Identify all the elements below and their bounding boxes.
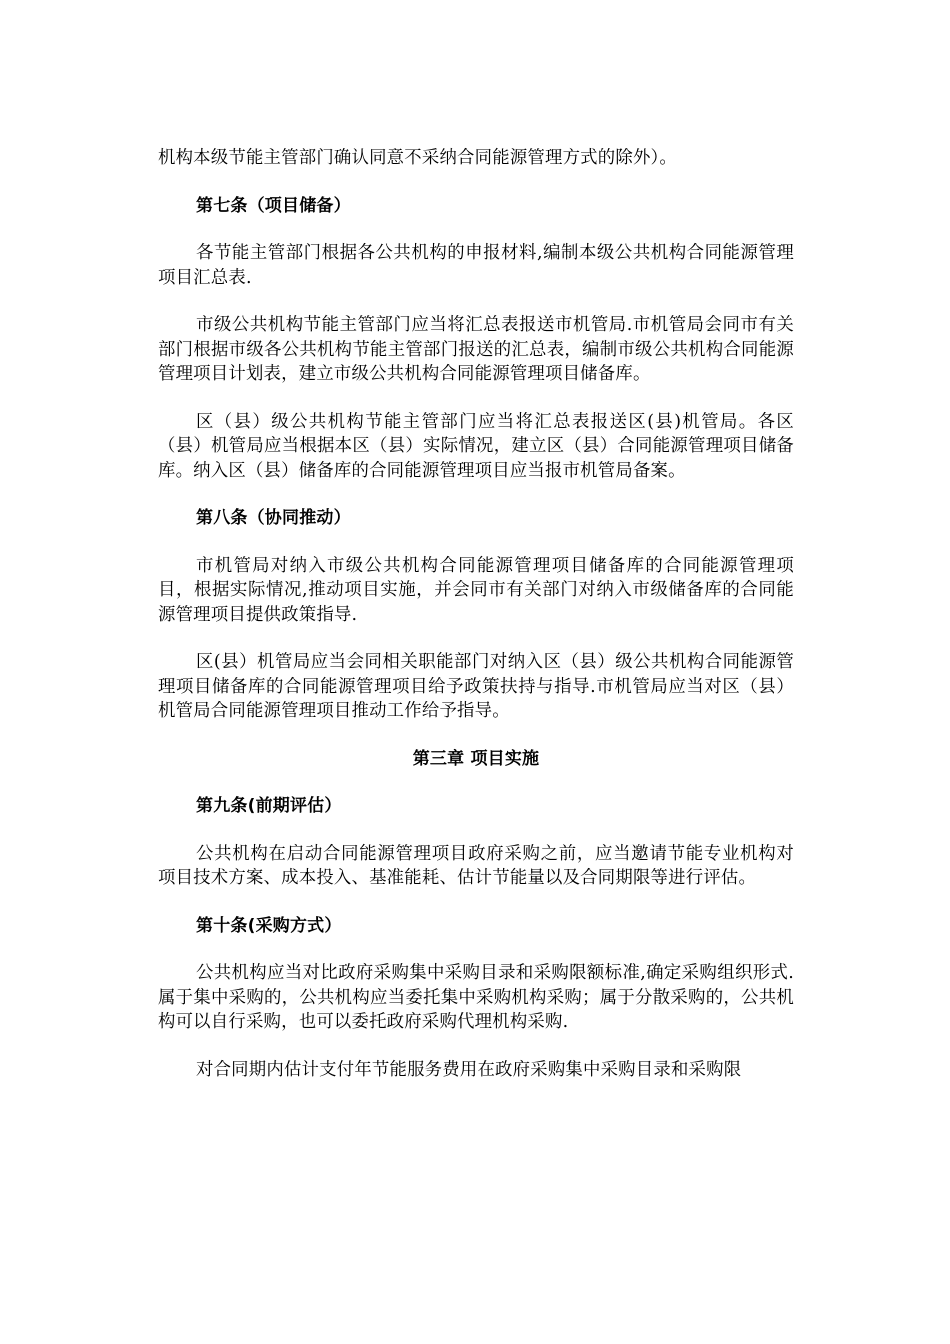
document-page <box>158 146 794 1082</box>
article-10-heading: 第十条(采购方式） <box>196 915 342 936</box>
article-9-heading: 第九条(前期评估） <box>196 796 342 816</box>
article-7-heading: 第七条（项目储备） <box>196 195 351 216</box>
article-10-paragraph-1: 公共机构应当对比政府采购集中采购目录和采购限额标准,确定采购组织形式.属于集中采购的，公共机构应当委托集中采购机构采购；属于分散采购的，公共机构可以自行采购，也可以委托政府采购代理机构采购. <box>158 963 794 1032</box>
article-9-paragraph-1: 公共机构在启动合同能源管理项目政府采购之前，应当邀请节能专业机构对项目技术方案、成本投入、基准能耗、估计节能量以及合同期限等进行评估。 <box>158 843 794 888</box>
article-7-paragraph-1: 各节能主管部门根据各公共机构的申报材料,编制本级公共机构合同能源管理项目汇总表. <box>158 243 794 288</box>
article-8-paragraph-1: 市机管局对纳入市级公共机构合同能源管理项目储备库的合同能源管理项目，根据实际情况,推动项目实施，并会同市有关部门对纳入市级储备库的合同能源管理项目提供政策指导. <box>158 555 794 625</box>
article-7-paragraph-2: 市级公共机构节能主管部门应当将汇总表报送市机管局.市机管局会同市有关部门根据市级各公共机构节能主管部门报送的汇总表，编制市级公共机构合同能源管理项目计划表，建立市级公共机构合同能源管理项目储备库。 <box>158 315 794 384</box>
article-7-paragraph-3: 区（县）级公共机构节能主管部门应当将汇总表报送区(县)机管局。各区（县）机管局应当根据本区（县）实际情况，建立区（县）合同能源管理项目储备库。纳入区（县）储备库的合同能源管理项目应当报市机管局备案。 <box>158 411 794 481</box>
chapter-3-title: 第三章 项目实施 <box>412 748 540 769</box>
article-10-paragraph-2: 对合同期内估计支付年节能服务费用在政府采购集中采购目录和采购限 <box>196 1059 742 1080</box>
article-8-heading: 第八条（协同推动） <box>196 508 351 528</box>
paragraph-continuation: 机构本级节能主管部门确认同意不采纳合同能源管理方式的除外）。 <box>158 148 678 168</box>
article-8-paragraph-2: 区(县）机管局应当会同相关职能部门对纳入区（县）级公共机构合同能源管理项目储备库的合同能源管理项目给予政策扶持与指导.市机管局应当对区（县）机管局合同能源管理项目推动工作给予指导。 <box>158 652 794 721</box>
